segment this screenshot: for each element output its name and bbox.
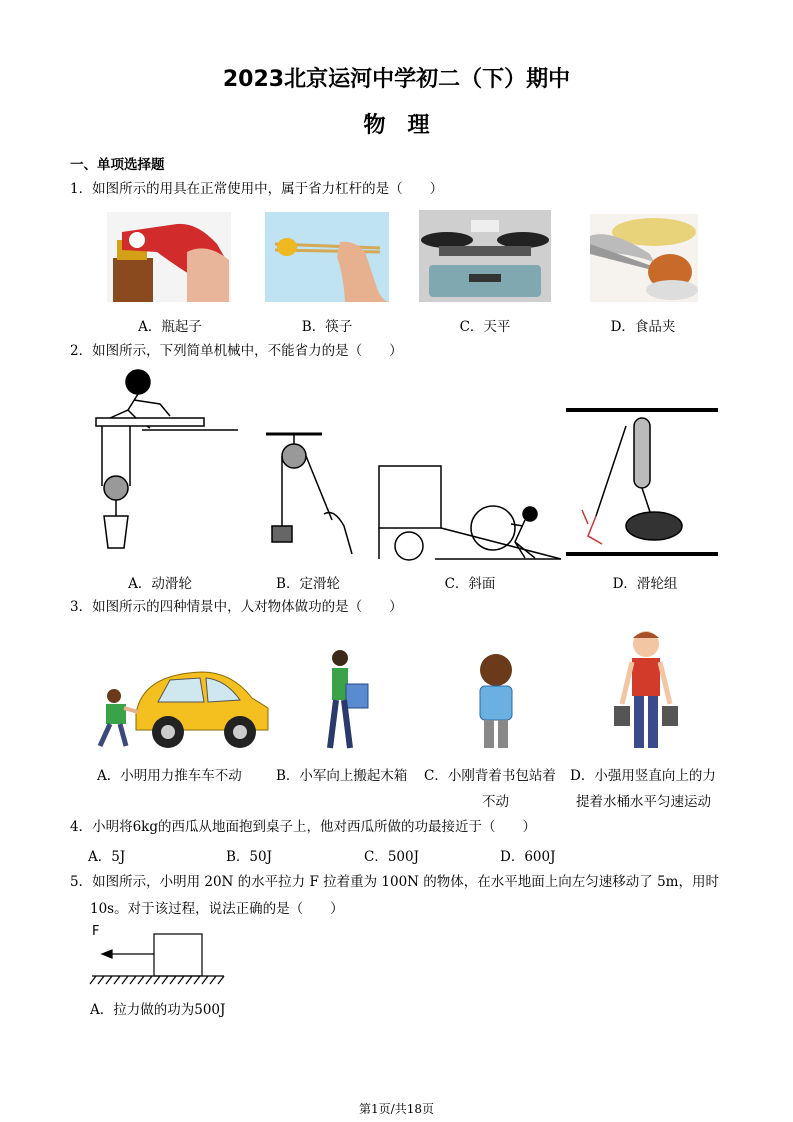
q2-option-c: C．斜面 — [444, 576, 496, 592]
force-block-diagram — [88, 924, 228, 990]
bottle-opener-image — [107, 212, 231, 302]
section-heading: 一、单项选择题 — [70, 157, 165, 173]
fixed-pulley-diagram — [262, 430, 357, 560]
page-title: 2023北京运河中学初二（下）期中 — [222, 67, 571, 92]
q3-option-c-line2: 不动 — [482, 794, 509, 810]
q4-option-b: B．50J — [226, 849, 273, 865]
q5-option-a: A．拉力做的功为500J — [90, 1002, 226, 1018]
question-2-stem: 2．如图所示，下列简单机械中，不能省力的是（ ） — [70, 343, 403, 359]
inclined-plane-diagram — [375, 462, 563, 562]
q3-option-d-line2: 提着水桶水平匀速运动 — [576, 794, 711, 810]
push-car-image — [92, 668, 272, 752]
q4-option-c: C．500J — [364, 849, 420, 865]
subject-title: 物 理 — [363, 113, 430, 138]
question-1-stem: 1．如图所示的用具在正常使用中，属于省力杠杆的是（ ） — [70, 181, 444, 197]
movable-pulley-diagram — [90, 366, 240, 566]
q3-option-a: A．小明用力推车车不动 — [97, 768, 242, 784]
force-label: F — [92, 924, 100, 939]
q1-option-b: B．筷子 — [301, 319, 353, 335]
q1-option-c: C．天平 — [459, 319, 511, 335]
q4-option-a: A．5J — [88, 849, 126, 865]
pulley-block-diagram — [566, 406, 718, 558]
page-footer: 第1页/共18页 — [359, 1102, 434, 1116]
q2-option-d: D．滑轮组 — [612, 576, 678, 592]
q4-option-d: D．600J — [500, 849, 556, 865]
lift-box-image — [322, 648, 372, 752]
q1-option-d: D．食品夹 — [610, 319, 676, 335]
q3-option-c-line1: C．小刚背着书包站着 — [424, 768, 556, 784]
q2-option-a: A．动滑轮 — [128, 576, 192, 592]
food-tongs-image — [590, 214, 698, 302]
question-3-stem: 3．如图所示的四种情景中，人对物体做功的是（ ） — [70, 599, 403, 615]
question-5-stem-line1: 5．如图所示，小明用 20N 的水平拉力 F 拉着重为 100N 的物体，在水平地面上向左匀速移动了 5m，用时 — [70, 874, 719, 890]
q3-option-b: B．小军向上搬起木箱 — [276, 768, 408, 784]
q3-option-d-line1: D．小强用竖直向上的力 — [570, 768, 716, 784]
backpack-kid-image — [474, 652, 518, 752]
q1-option-a: A．瓶起子 — [138, 319, 202, 335]
q2-option-b: B．定滑轮 — [276, 576, 340, 592]
question-4-stem: 4．小明将6kg的西瓜从地面抱到桌子上，他对西瓜所做的功最接近于（ ） — [70, 819, 536, 835]
carry-buckets-image — [614, 628, 678, 752]
chopsticks-image — [265, 212, 389, 302]
question-5-stem-line2: 10s。对于该过程，说法正确的是（ ） — [90, 901, 344, 917]
balance-scale-image — [419, 210, 551, 302]
